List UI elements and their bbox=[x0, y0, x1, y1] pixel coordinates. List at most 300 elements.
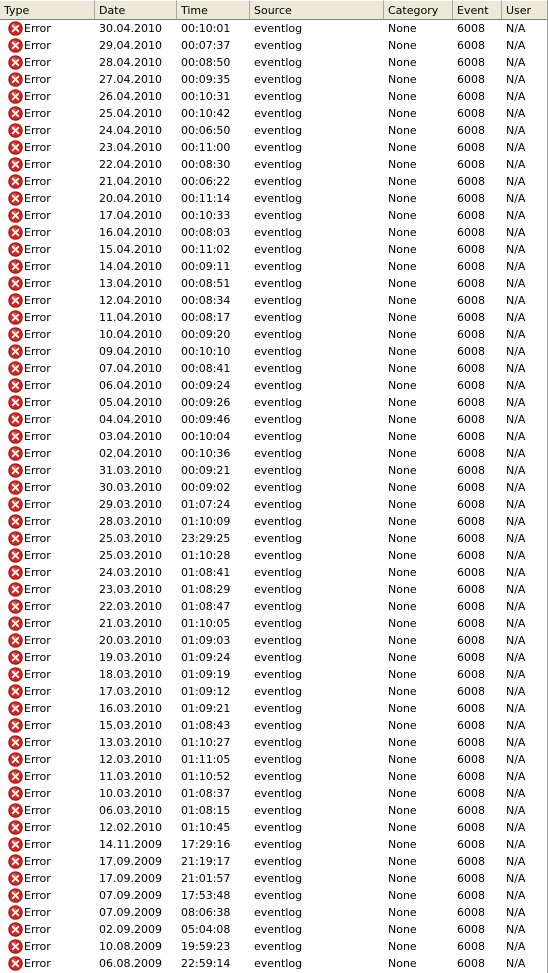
row-event-id: 6008 bbox=[457, 532, 485, 545]
row-date: 10.04.2010 bbox=[99, 328, 162, 341]
row-user: N/A bbox=[506, 209, 526, 222]
row-category: None bbox=[388, 124, 417, 137]
row-category: None bbox=[388, 311, 417, 324]
row-category: None bbox=[388, 175, 417, 188]
row-event-id: 6008 bbox=[457, 56, 485, 69]
row-category: None bbox=[388, 532, 417, 545]
row-user: N/A bbox=[506, 362, 526, 375]
row-type: Error bbox=[24, 73, 51, 86]
row-time: 23:29:25 bbox=[181, 532, 231, 545]
row-event-id: 6008 bbox=[457, 719, 485, 732]
table-row[interactable] bbox=[0, 258, 548, 275]
table-row[interactable] bbox=[0, 54, 548, 71]
row-date: 30.04.2010 bbox=[99, 22, 162, 35]
table-row[interactable] bbox=[0, 785, 548, 802]
row-type: Error bbox=[24, 685, 51, 698]
table-row[interactable] bbox=[0, 496, 548, 513]
row-type: Error bbox=[24, 311, 51, 324]
row-type: Error bbox=[24, 362, 51, 375]
row-date: 12.02.2010 bbox=[99, 821, 162, 834]
table-row[interactable] bbox=[0, 377, 548, 394]
row-event-id: 6008 bbox=[457, 872, 485, 885]
row-time: 00:10:42 bbox=[181, 107, 231, 120]
row-date: 20.04.2010 bbox=[99, 192, 162, 205]
table-row[interactable] bbox=[0, 513, 548, 530]
error-icon bbox=[8, 259, 23, 274]
row-time: 01:09:19 bbox=[181, 668, 231, 681]
row-time: 01:08:15 bbox=[181, 804, 231, 817]
row-date: 18.03.2010 bbox=[99, 668, 162, 681]
row-date: 20.03.2010 bbox=[99, 634, 162, 647]
row-source: eventlog bbox=[254, 940, 303, 953]
error-icon bbox=[8, 327, 23, 342]
row-date: 19.03.2010 bbox=[99, 651, 162, 664]
error-icon bbox=[8, 837, 23, 852]
row-category: None bbox=[388, 90, 417, 103]
row-type: Error bbox=[24, 923, 51, 936]
row-category: None bbox=[388, 872, 417, 885]
row-type: Error bbox=[24, 226, 51, 239]
table-row[interactable] bbox=[0, 71, 548, 88]
row-time: 00:08:51 bbox=[181, 277, 231, 290]
row-source: eventlog bbox=[254, 872, 303, 885]
row-event-id: 6008 bbox=[457, 566, 485, 579]
table-row[interactable] bbox=[0, 173, 548, 190]
table-row[interactable] bbox=[0, 938, 548, 955]
row-event-id: 6008 bbox=[457, 192, 485, 205]
row-time: 00:08:50 bbox=[181, 56, 231, 69]
error-icon bbox=[8, 429, 23, 444]
row-time: 00:10:36 bbox=[181, 447, 231, 460]
table-row[interactable] bbox=[0, 955, 548, 972]
row-source: eventlog bbox=[254, 311, 303, 324]
row-source: eventlog bbox=[254, 702, 303, 715]
row-user: N/A bbox=[506, 498, 526, 511]
row-user: N/A bbox=[506, 549, 526, 562]
row-type: Error bbox=[24, 736, 51, 749]
row-event-id: 6008 bbox=[457, 175, 485, 188]
row-user: N/A bbox=[506, 294, 526, 307]
row-user: N/A bbox=[506, 158, 526, 171]
row-type: Error bbox=[24, 277, 51, 290]
error-icon bbox=[8, 905, 23, 920]
error-icon bbox=[8, 225, 23, 240]
row-event-id: 6008 bbox=[457, 753, 485, 766]
row-time: 00:09:21 bbox=[181, 464, 231, 477]
table-row[interactable] bbox=[0, 717, 548, 734]
row-category: None bbox=[388, 889, 417, 902]
row-user: N/A bbox=[506, 583, 526, 596]
table-row[interactable] bbox=[0, 411, 548, 428]
row-category: None bbox=[388, 600, 417, 613]
row-user: N/A bbox=[506, 345, 526, 358]
row-event-id: 6008 bbox=[457, 617, 485, 630]
error-icon bbox=[8, 667, 23, 682]
row-category: None bbox=[388, 719, 417, 732]
row-date: 17.03.2010 bbox=[99, 685, 162, 698]
table-row[interactable] bbox=[0, 904, 548, 921]
table-row[interactable] bbox=[0, 275, 548, 292]
table-row[interactable] bbox=[0, 734, 548, 751]
row-event-id: 6008 bbox=[457, 634, 485, 647]
row-user: N/A bbox=[506, 753, 526, 766]
table-row[interactable] bbox=[0, 853, 548, 870]
row-user: N/A bbox=[506, 770, 526, 783]
row-event-id: 6008 bbox=[457, 685, 485, 698]
row-event-id: 6008 bbox=[457, 328, 485, 341]
row-source: eventlog bbox=[254, 158, 303, 171]
error-icon bbox=[8, 72, 23, 87]
row-date: 06.04.2010 bbox=[99, 379, 162, 392]
table-row[interactable] bbox=[0, 445, 548, 462]
row-event-id: 6008 bbox=[457, 668, 485, 681]
error-icon bbox=[8, 565, 23, 580]
row-event-id: 6008 bbox=[457, 583, 485, 596]
table-row[interactable] bbox=[0, 887, 548, 904]
table-row[interactable] bbox=[0, 292, 548, 309]
row-user: N/A bbox=[506, 855, 526, 868]
table-row[interactable] bbox=[0, 20, 548, 37]
row-user: N/A bbox=[506, 413, 526, 426]
row-time: 01:09:21 bbox=[181, 702, 231, 715]
row-source: eventlog bbox=[254, 753, 303, 766]
row-user: N/A bbox=[506, 651, 526, 664]
row-type: Error bbox=[24, 872, 51, 885]
table-row[interactable] bbox=[0, 224, 548, 241]
row-date: 07.09.2009 bbox=[99, 889, 162, 902]
row-type: Error bbox=[24, 532, 51, 545]
row-date: 17.09.2009 bbox=[99, 855, 162, 868]
row-source: eventlog bbox=[254, 294, 303, 307]
row-category: None bbox=[388, 515, 417, 528]
table-row[interactable] bbox=[0, 343, 548, 360]
row-source: eventlog bbox=[254, 260, 303, 273]
row-source: eventlog bbox=[254, 685, 303, 698]
row-type: Error bbox=[24, 328, 51, 341]
row-event-id: 6008 bbox=[457, 124, 485, 137]
column-header-source[interactable]: Source bbox=[250, 0, 384, 19]
row-date: 07.09.2009 bbox=[99, 906, 162, 919]
row-source: eventlog bbox=[254, 277, 303, 290]
table-row[interactable] bbox=[0, 139, 548, 156]
row-category: None bbox=[388, 668, 417, 681]
row-type: Error bbox=[24, 753, 51, 766]
row-type: Error bbox=[24, 855, 51, 868]
row-user: N/A bbox=[506, 430, 526, 443]
row-source: eventlog bbox=[254, 447, 303, 460]
row-date: 12.03.2010 bbox=[99, 753, 162, 766]
row-user: N/A bbox=[506, 532, 526, 545]
row-user: N/A bbox=[506, 617, 526, 630]
row-user: N/A bbox=[506, 447, 526, 460]
row-time: 01:09:12 bbox=[181, 685, 231, 698]
row-time: 00:09:46 bbox=[181, 413, 231, 426]
row-time: 01:09:03 bbox=[181, 634, 231, 647]
row-type: Error bbox=[24, 430, 51, 443]
error-icon bbox=[8, 582, 23, 597]
row-user: N/A bbox=[506, 634, 526, 647]
table-row[interactable] bbox=[0, 156, 548, 173]
row-category: None bbox=[388, 226, 417, 239]
row-time: 01:10:09 bbox=[181, 515, 231, 528]
table-row[interactable] bbox=[0, 666, 548, 683]
row-user: N/A bbox=[506, 311, 526, 324]
row-category: None bbox=[388, 362, 417, 375]
row-time: 01:07:24 bbox=[181, 498, 231, 511]
row-event-id: 6008 bbox=[457, 447, 485, 460]
row-user: N/A bbox=[506, 702, 526, 715]
row-source: eventlog bbox=[254, 209, 303, 222]
row-event-id: 6008 bbox=[457, 600, 485, 613]
row-type: Error bbox=[24, 804, 51, 817]
error-icon bbox=[8, 718, 23, 733]
row-time: 01:08:47 bbox=[181, 600, 231, 613]
row-event-id: 6008 bbox=[457, 481, 485, 494]
table-row[interactable] bbox=[0, 88, 548, 105]
table-row[interactable] bbox=[0, 632, 548, 649]
row-source: eventlog bbox=[254, 56, 303, 69]
row-source: eventlog bbox=[254, 90, 303, 103]
row-date: 12.04.2010 bbox=[99, 294, 162, 307]
row-event-id: 6008 bbox=[457, 702, 485, 715]
row-source: eventlog bbox=[254, 175, 303, 188]
row-user: N/A bbox=[506, 260, 526, 273]
error-icon bbox=[8, 769, 23, 784]
column-header-category[interactable]: Category bbox=[384, 0, 453, 19]
table-row[interactable] bbox=[0, 836, 548, 853]
row-time: 17:53:48 bbox=[181, 889, 231, 902]
table-row[interactable] bbox=[0, 581, 548, 598]
row-time: 00:11:14 bbox=[181, 192, 231, 205]
event-rows bbox=[0, 20, 548, 972]
column-header-type[interactable]: Type bbox=[0, 0, 95, 19]
table-row[interactable] bbox=[0, 207, 548, 224]
row-date: 02.04.2010 bbox=[99, 447, 162, 460]
table-row[interactable] bbox=[0, 751, 548, 768]
table-row[interactable] bbox=[0, 547, 548, 564]
table-row[interactable] bbox=[0, 598, 548, 615]
row-date: 15.04.2010 bbox=[99, 243, 162, 256]
table-row[interactable] bbox=[0, 479, 548, 496]
row-date: 22.04.2010 bbox=[99, 158, 162, 171]
row-category: None bbox=[388, 345, 417, 358]
row-event-id: 6008 bbox=[457, 345, 485, 358]
row-source: eventlog bbox=[254, 770, 303, 783]
table-row[interactable] bbox=[0, 360, 548, 377]
row-date: 24.04.2010 bbox=[99, 124, 162, 137]
table-row[interactable] bbox=[0, 394, 548, 411]
row-time: 00:10:31 bbox=[181, 90, 231, 103]
table-row[interactable] bbox=[0, 700, 548, 717]
error-icon bbox=[8, 21, 23, 36]
table-row[interactable] bbox=[0, 190, 548, 207]
row-user: N/A bbox=[506, 277, 526, 290]
row-source: eventlog bbox=[254, 464, 303, 477]
row-time: 00:10:10 bbox=[181, 345, 231, 358]
table-row[interactable] bbox=[0, 649, 548, 666]
table-row[interactable] bbox=[0, 530, 548, 547]
row-user: N/A bbox=[506, 566, 526, 579]
row-date: 10.08.2009 bbox=[99, 940, 162, 953]
row-user: N/A bbox=[506, 73, 526, 86]
row-category: None bbox=[388, 736, 417, 749]
row-time: 00:06:22 bbox=[181, 175, 231, 188]
error-icon bbox=[8, 939, 23, 954]
error-icon bbox=[8, 735, 23, 750]
row-event-id: 6008 bbox=[457, 209, 485, 222]
row-user: N/A bbox=[506, 821, 526, 834]
row-category: None bbox=[388, 702, 417, 715]
row-user: N/A bbox=[506, 923, 526, 936]
row-event-id: 6008 bbox=[457, 243, 485, 256]
row-event-id: 6008 bbox=[457, 90, 485, 103]
row-category: None bbox=[388, 396, 417, 409]
row-type: Error bbox=[24, 379, 51, 392]
row-category: None bbox=[388, 838, 417, 851]
row-type: Error bbox=[24, 175, 51, 188]
error-icon bbox=[8, 140, 23, 155]
row-category: None bbox=[388, 923, 417, 936]
column-header-user[interactable]: User bbox=[502, 0, 548, 19]
table-row[interactable] bbox=[0, 428, 548, 445]
table-row[interactable] bbox=[0, 37, 548, 54]
row-category: None bbox=[388, 294, 417, 307]
column-header-bar bbox=[0, 0, 548, 20]
row-category: None bbox=[388, 73, 417, 86]
row-source: eventlog bbox=[254, 855, 303, 868]
row-type: Error bbox=[24, 634, 51, 647]
row-type: Error bbox=[24, 940, 51, 953]
table-row[interactable] bbox=[0, 615, 548, 632]
row-time: 01:08:43 bbox=[181, 719, 231, 732]
table-row[interactable] bbox=[0, 241, 548, 258]
row-date: 15.03.2010 bbox=[99, 719, 162, 732]
row-type: Error bbox=[24, 719, 51, 732]
row-type: Error bbox=[24, 702, 51, 715]
row-time: 01:08:29 bbox=[181, 583, 231, 596]
row-type: Error bbox=[24, 515, 51, 528]
row-type: Error bbox=[24, 583, 51, 596]
error-icon bbox=[8, 854, 23, 869]
table-row[interactable] bbox=[0, 105, 548, 122]
row-event-id: 6008 bbox=[457, 396, 485, 409]
row-time: 01:10:28 bbox=[181, 549, 231, 562]
row-event-id: 6008 bbox=[457, 838, 485, 851]
row-date: 21.03.2010 bbox=[99, 617, 162, 630]
row-category: None bbox=[388, 22, 417, 35]
row-event-id: 6008 bbox=[457, 889, 485, 902]
row-source: eventlog bbox=[254, 328, 303, 341]
row-event-id: 6008 bbox=[457, 73, 485, 86]
column-header-date[interactable]: Date bbox=[95, 0, 177, 19]
row-source: eventlog bbox=[254, 243, 303, 256]
error-icon bbox=[8, 106, 23, 121]
row-source: eventlog bbox=[254, 413, 303, 426]
error-icon bbox=[8, 293, 23, 308]
row-user: N/A bbox=[506, 396, 526, 409]
row-date: 05.04.2010 bbox=[99, 396, 162, 409]
row-user: N/A bbox=[506, 600, 526, 613]
row-event-id: 6008 bbox=[457, 498, 485, 511]
error-icon bbox=[8, 514, 23, 529]
row-source: eventlog bbox=[254, 226, 303, 239]
error-icon bbox=[8, 89, 23, 104]
row-type: Error bbox=[24, 566, 51, 579]
table-row[interactable] bbox=[0, 683, 548, 700]
row-category: None bbox=[388, 498, 417, 511]
row-date: 25.03.2010 bbox=[99, 549, 162, 562]
row-time: 01:10:05 bbox=[181, 617, 231, 630]
row-type: Error bbox=[24, 651, 51, 664]
row-source: eventlog bbox=[254, 532, 303, 545]
table-row[interactable] bbox=[0, 462, 548, 479]
row-event-id: 6008 bbox=[457, 787, 485, 800]
row-time: 21:19:17 bbox=[181, 855, 231, 868]
row-event-id: 6008 bbox=[457, 651, 485, 664]
row-time: 01:10:45 bbox=[181, 821, 231, 834]
row-event-id: 6008 bbox=[457, 804, 485, 817]
row-user: N/A bbox=[506, 124, 526, 137]
row-category: None bbox=[388, 379, 417, 392]
row-event-id: 6008 bbox=[457, 311, 485, 324]
row-category: None bbox=[388, 770, 417, 783]
row-user: N/A bbox=[506, 175, 526, 188]
row-time: 00:09:02 bbox=[181, 481, 231, 494]
error-icon bbox=[8, 123, 23, 138]
table-row[interactable] bbox=[0, 326, 548, 343]
table-row[interactable] bbox=[0, 564, 548, 581]
row-source: eventlog bbox=[254, 22, 303, 35]
row-source: eventlog bbox=[254, 396, 303, 409]
row-type: Error bbox=[24, 957, 51, 970]
row-category: None bbox=[388, 753, 417, 766]
table-row[interactable] bbox=[0, 802, 548, 819]
row-user: N/A bbox=[506, 141, 526, 154]
row-date: 30.03.2010 bbox=[99, 481, 162, 494]
row-source: eventlog bbox=[254, 923, 303, 936]
row-event-id: 6008 bbox=[457, 923, 485, 936]
table-row[interactable] bbox=[0, 122, 548, 139]
row-event-id: 6008 bbox=[457, 22, 485, 35]
row-event-id: 6008 bbox=[457, 821, 485, 834]
row-source: eventlog bbox=[254, 906, 303, 919]
row-date: 29.03.2010 bbox=[99, 498, 162, 511]
table-row[interactable] bbox=[0, 921, 548, 938]
row-time: 17:29:16 bbox=[181, 838, 231, 851]
row-type: Error bbox=[24, 447, 51, 460]
row-time: 01:08:37 bbox=[181, 787, 231, 800]
row-user: N/A bbox=[506, 515, 526, 528]
table-row[interactable] bbox=[0, 309, 548, 326]
table-row[interactable] bbox=[0, 768, 548, 785]
row-type: Error bbox=[24, 260, 51, 273]
table-row[interactable] bbox=[0, 819, 548, 836]
row-user: N/A bbox=[506, 481, 526, 494]
error-icon bbox=[8, 344, 23, 359]
column-header-event[interactable]: Event bbox=[453, 0, 502, 19]
row-type: Error bbox=[24, 243, 51, 256]
row-time: 00:10:01 bbox=[181, 22, 231, 35]
row-type: Error bbox=[24, 39, 51, 52]
row-source: eventlog bbox=[254, 651, 303, 664]
row-time: 00:11:00 bbox=[181, 141, 231, 154]
column-header-time[interactable]: Time bbox=[177, 0, 250, 19]
row-category: None bbox=[388, 260, 417, 273]
error-icon bbox=[8, 820, 23, 835]
table-row[interactable] bbox=[0, 870, 548, 887]
row-category: None bbox=[388, 430, 417, 443]
row-user: N/A bbox=[506, 804, 526, 817]
